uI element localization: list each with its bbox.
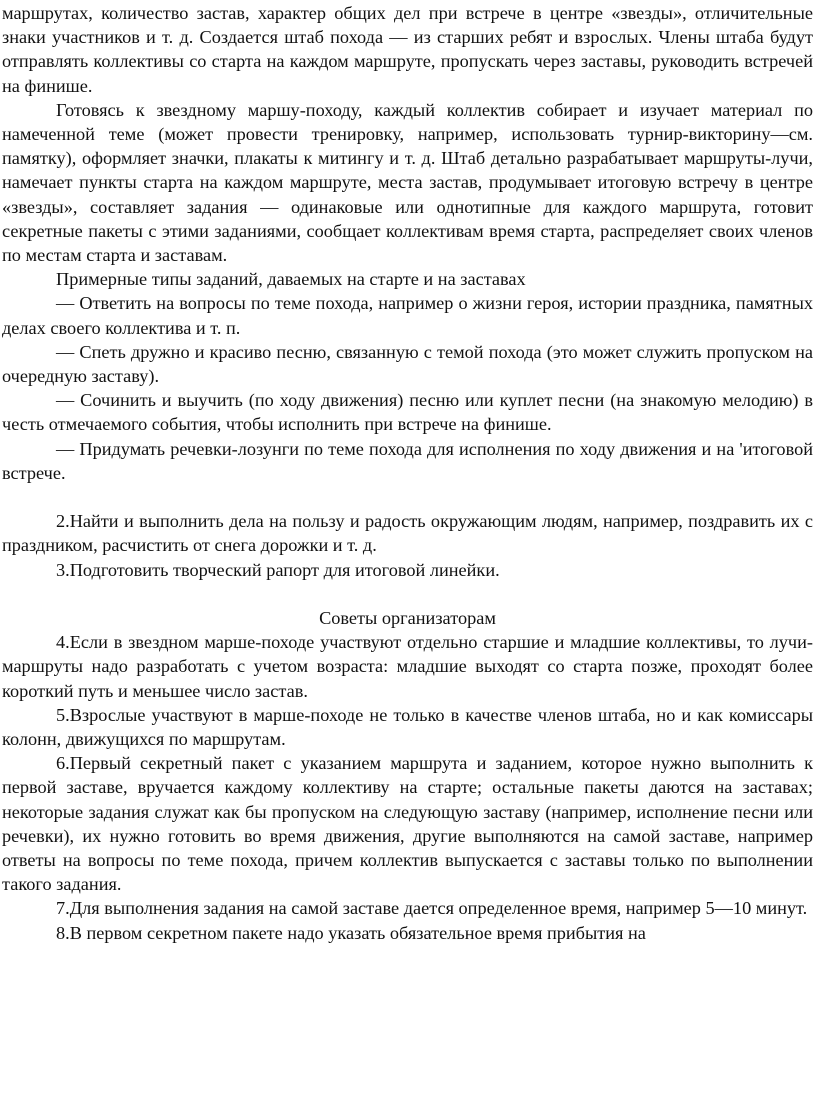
- paragraph-route-details: маршрутах, количество застав, характер общих дел при встрече в центре «звезды», отличительные знаки участников и т. д. Создается штаб похода — из старших ребят и взрослых. Члены штаба будут отправлять коллективы со старта на каждом маршруте, пропускать через заставы, руководить встречей на финише.: [2, 3, 813, 96]
- paragraph-creative-report: 3.Подготовить творческий рапорт для итоговой линейки.: [56, 559, 500, 580]
- blank-line: [2, 485, 813, 509]
- paragraph-good-deeds: 2.Найти и выполнить дела на пользу и радость окружающим людям, например, поздравить их с праздником, расчистить от снега дорожки и т. д.: [2, 511, 813, 556]
- tip-7: 7.Для выполнения задания на самой заставе дается определенное время, например 5—10 минут.: [56, 898, 808, 919]
- section-title: Советы организаторам: [319, 608, 496, 629]
- tip-5: 5.Взрослые участвуют в марше-походе не только в качестве членов штаба, но и как комиссары колонн, движущихся по маршрутам.: [2, 704, 813, 750]
- tip-6: 6.Первый секретный пакет с указанием маршрута и заданием, которое нужно выполнить к первой заставе, вручается каждому коллективу на старте; остальные пакеты даются на заставах; некоторые задания служат как бы пропуском на следующую заставу (например, исполнение песни или речевки), их нужно готовить во время движения, другие выполняются на самой заставе, например ответы на вопросы по теме похода, причем коллектив выпускается с заставы только по выполнении такого задания.: [2, 753, 813, 895]
- task-types-heading: Примерные типы заданий, даваемых на старте и на заставах: [56, 269, 526, 290]
- task-item-compose-song: — Сочинить и выучить (по ходу движения) песню или куплет песни (на знакомую мелодию) в честь отмечаемого события, чтобы исполнить при встрече на финише.: [2, 390, 813, 435]
- tip-8: 8.В первом секретном пакете надо указать обязательное время прибытия на: [56, 922, 646, 943]
- paragraph-preparation: Готовясь к звездному маршу-походу, каждый коллектив собирает и изучает материал по намеченной теме (может провести тренировку, например, использовать турнир-викторину—см. памятку), оформляет значки, плакаты к митингу и т. д. Штаб детально разрабатывает маршруты-лучи, намечает пункты старта на каждом маршруте, места застав, продумывает итоговую встречу в центре «звезды», составляет задания — одинаковые или однотипные для каждого маршрута, готовит секретные пакеты с этими заданиями, сообщает коллективам время старта, распределяет своих членов по местам старта и заставам.: [2, 99, 813, 266]
- task-item-sing-song: — Спеть дружно и красиво песню, связанную с темой похода (это может служить пропуском на очередную заставу).: [2, 341, 813, 387]
- tip-4: 4.Если в звездном марше-походе участвуют отдельно старшие и младшие коллективы, то лучи-маршруты надо разработать с учетом возраста: младшие выходят со старта позже, проходят более короткий путь и меньшее число застав.: [2, 632, 813, 701]
- task-item-slogans: — Придумать речевки-лозунги по теме похода для исполнения по ходу движения и на 'итоговой встрече.: [2, 438, 813, 483]
- task-item-answer-questions: — Ответить на вопросы по теме похода, например о жизни героя, истории праздника, памятных делах своего коллектива и т. п.: [2, 293, 813, 338]
- blank-line: [2, 582, 813, 606]
